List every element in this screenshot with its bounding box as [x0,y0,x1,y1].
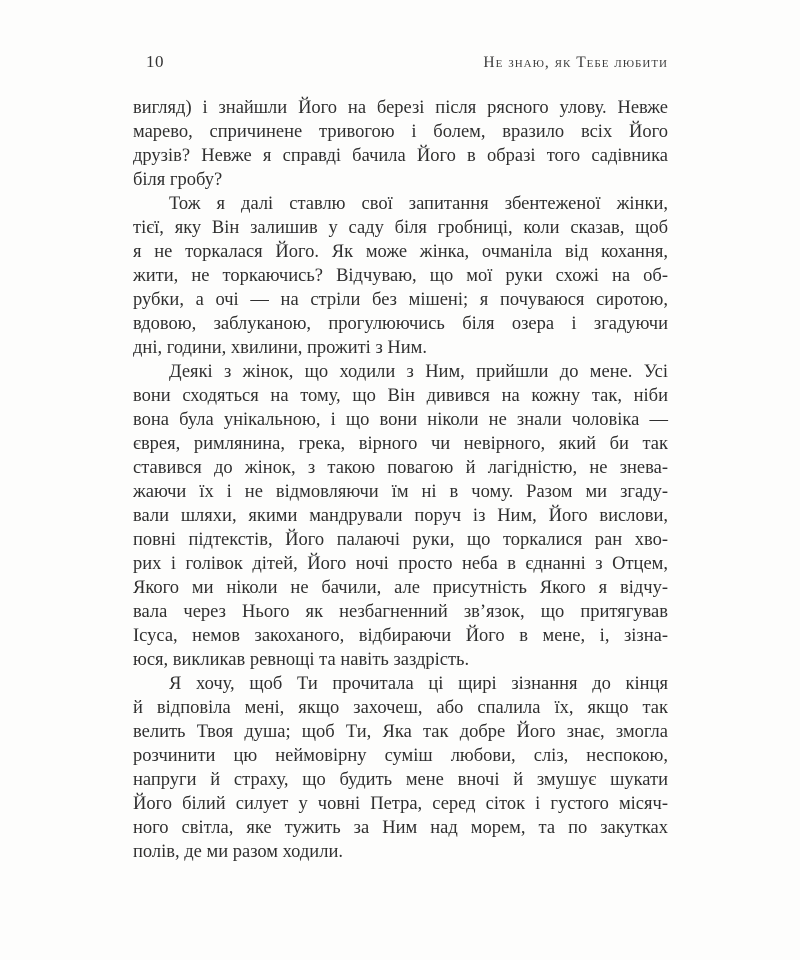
page-body [133,96,668,864]
text-line: Тож я далі ставлю свої запитання збентеженої жінки, [169,194,668,214]
text-line: вона була унікальною, і що вони ніколи не знали чоловіка — [133,410,668,430]
text-line: жити, не торкаючись? Відчуваю, що мої руки схожі на об- [133,266,668,286]
text-line: розчинити цю неймовірну суміш любови, сліз, неспокою, [133,746,668,766]
text-line: напруги й страху, що будить мене вночі й змушує шукати [133,770,668,790]
text-line: дні, години, хвилини, прожиті з Ним. [133,338,427,358]
text-line: юся, викликав ревнощі та навіть заздрість. [133,650,470,670]
text-line: марево, спричинене тривогою і болем, вразило всіх Його [133,122,668,142]
running-head [133,52,668,72]
page-number: 10 [146,52,164,71]
running-header-title: Не знаю, як Тебе любити [483,54,668,71]
text-line: тієї, яку Він залишив у саду біля гробниці, коли сказав, щоб [133,218,668,238]
text-line: й відповіла мені, якщо захочеш, або спалила їх, якщо так [133,698,668,718]
text-line: вигляд) і знайшли Його на березі після рясного улову. Невже [133,98,668,118]
text-line: вдовою, заблуканою, прогулюючись біля озера і згадуючи [133,314,668,334]
text-line: ставився до жінок, з такою повагою й лагідністю, не знева- [133,458,668,478]
text-line: я не торкалася Його. Як може жінка, очманіла від кохання, [133,242,668,262]
text-line: повні підтекстів, Його палаючі руки, що торкалися ран хво- [133,530,668,550]
text-line: велить Твоя душа; щоб Ти, Яка так добре Його знає, змогла [133,722,668,742]
text-line: Його білий силует у човні Петра, серед сіток і густого місяч- [133,794,668,814]
text-line: друзів? Невже я справді бачила Його в образі того садівника [133,146,668,166]
text-line: єврея, римлянина, грека, вірного чи невірного, який би так [133,434,668,454]
text-line: біля гробу? [133,170,223,190]
text-line: полів, де ми разом ходили. [133,842,343,862]
text-line: рубки, а очі — на стріли без мішені; я почуваюся сиротою, [133,290,668,310]
text-line: Ісуса, немов закоханого, відбираючи Його в мене, і, зізна- [133,626,668,646]
text-line: ного світла, яке тужить за Ним над морем, та по закутках [133,818,668,838]
text-line: вала через Нього як незбагненний зв’язок, що притягував [133,602,668,622]
text-line: Я хочу, щоб Ти прочитала ці щирі зізнання до кінця [169,674,668,694]
text-line: Якого ми ніколи не бачили, але присутність Якого я відчу- [133,578,668,598]
text-line: рих і голівок дітей, Його ночі просто неба в єднанні з Отцем, [133,554,668,574]
text-line: вали шляхи, якими мандрували поруч із Ним, Його вислови, [133,506,668,526]
text-line: вони сходяться на тому, що Він дивився на кожну так, ніби [133,386,668,406]
text-line: жаючи їх і не відмовляючи їм ні в чому. Разом ми згаду- [133,482,668,502]
text-line: Деякі з жінок, що ходили з Ним, прийшли до мене. Усі [169,362,668,382]
